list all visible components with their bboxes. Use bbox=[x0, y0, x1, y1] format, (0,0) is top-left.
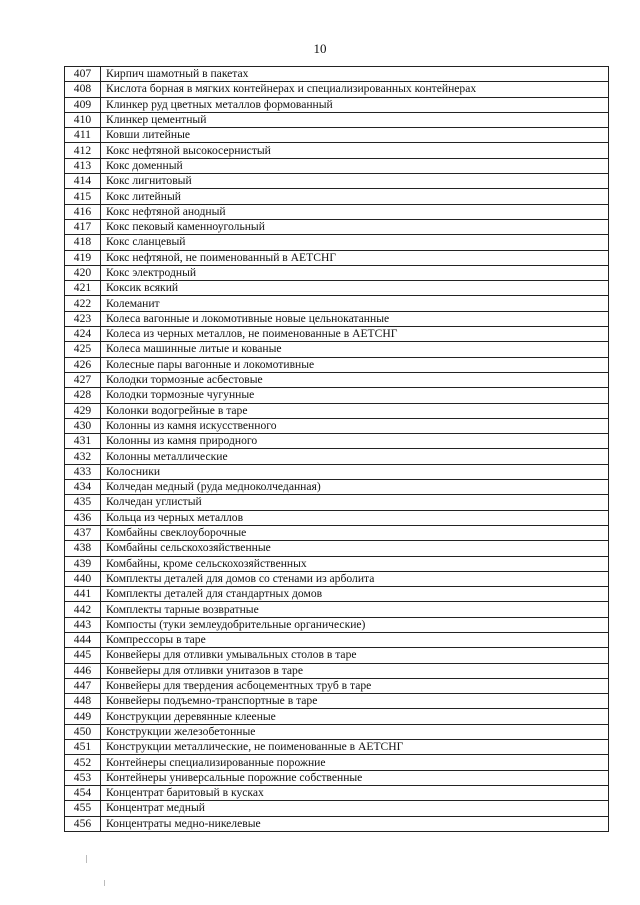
cargo-name: Компрессоры в таре bbox=[101, 632, 609, 647]
table-row bbox=[65, 388, 609, 403]
table-row bbox=[65, 189, 609, 204]
table-row bbox=[65, 541, 609, 556]
row-number: 427 bbox=[65, 372, 101, 387]
cargo-name: Концентрат баритовый в кусках bbox=[101, 785, 609, 800]
row-number: 421 bbox=[65, 281, 101, 296]
table-row bbox=[65, 174, 609, 189]
table-row bbox=[65, 678, 609, 693]
table-row bbox=[65, 724, 609, 739]
row-number: 452 bbox=[65, 755, 101, 770]
cargo-name: Колеса машинные литые и кованые bbox=[101, 342, 609, 357]
table-row bbox=[65, 556, 609, 571]
row-number: 415 bbox=[65, 189, 101, 204]
cargo-name: Конструкции деревянные клееные bbox=[101, 709, 609, 724]
cargo-name: Конвейеры подъемно-транспортные в таре bbox=[101, 694, 609, 709]
row-number: 436 bbox=[65, 510, 101, 525]
cargo-name: Колонны металлические bbox=[101, 449, 609, 464]
cargo-name: Кирпич шамотный в пакетах bbox=[101, 67, 609, 82]
table-row bbox=[65, 311, 609, 326]
row-number: 422 bbox=[65, 296, 101, 311]
row-number: 440 bbox=[65, 571, 101, 586]
row-number: 447 bbox=[65, 678, 101, 693]
row-number: 454 bbox=[65, 785, 101, 800]
table-row bbox=[65, 112, 609, 127]
row-number: 448 bbox=[65, 694, 101, 709]
row-number: 443 bbox=[65, 617, 101, 632]
cargo-name: Колчедан медный (руда медноколчеданная) bbox=[101, 480, 609, 495]
row-number: 456 bbox=[65, 816, 101, 831]
cargo-name: Комплекты деталей для домов со стенами из арболита bbox=[101, 571, 609, 586]
row-number: 408 bbox=[65, 82, 101, 97]
row-number: 433 bbox=[65, 464, 101, 479]
cargo-name: Комбайны свеклоуборочные bbox=[101, 525, 609, 540]
cargo-name: Кокс нефтяной анодный bbox=[101, 204, 609, 219]
row-number: 445 bbox=[65, 648, 101, 663]
cargo-name: Комбайны, кроме сельскохозяйственных bbox=[101, 556, 609, 571]
cargo-name: Колеманит bbox=[101, 296, 609, 311]
row-number: 413 bbox=[65, 158, 101, 173]
cargo-name: Колодки тормозные чугунные bbox=[101, 388, 609, 403]
cargo-name: Концентрат медный bbox=[101, 801, 609, 816]
cargo-name: Колеса из черных металлов, не поименованные в АЕТСНГ bbox=[101, 327, 609, 342]
table-row bbox=[65, 785, 609, 800]
cargo-name: Коксик всякий bbox=[101, 281, 609, 296]
row-number: 435 bbox=[65, 495, 101, 510]
row-number: 412 bbox=[65, 143, 101, 158]
table-row bbox=[65, 587, 609, 602]
row-number: 455 bbox=[65, 801, 101, 816]
row-number: 425 bbox=[65, 342, 101, 357]
row-number: 444 bbox=[65, 632, 101, 647]
table-row bbox=[65, 617, 609, 632]
row-number: 431 bbox=[65, 434, 101, 449]
table-row bbox=[65, 281, 609, 296]
cargo-name: Колчедан углистый bbox=[101, 495, 609, 510]
cargo-name: Конвейеры для твердения асбоцементных труб в таре bbox=[101, 678, 609, 693]
row-number: 411 bbox=[65, 128, 101, 143]
table-row bbox=[65, 357, 609, 372]
table-row bbox=[65, 464, 609, 479]
row-number: 414 bbox=[65, 174, 101, 189]
cargo-name: Конструкции железобетонные bbox=[101, 724, 609, 739]
cargo-table-body bbox=[65, 67, 609, 832]
table-row bbox=[65, 495, 609, 510]
row-number: 409 bbox=[65, 97, 101, 112]
scan-mark bbox=[86, 855, 87, 863]
table-row bbox=[65, 418, 609, 433]
row-number: 438 bbox=[65, 541, 101, 556]
row-number: 434 bbox=[65, 480, 101, 495]
table-row bbox=[65, 816, 609, 831]
table-row bbox=[65, 449, 609, 464]
table-row bbox=[65, 770, 609, 785]
cargo-name: Кокс электродный bbox=[101, 265, 609, 280]
row-number: 429 bbox=[65, 403, 101, 418]
row-number: 432 bbox=[65, 449, 101, 464]
table-row bbox=[65, 372, 609, 387]
row-number: 442 bbox=[65, 602, 101, 617]
table-row bbox=[65, 204, 609, 219]
table-row bbox=[65, 740, 609, 755]
cargo-name: Кокс пековый каменноугольный bbox=[101, 219, 609, 234]
table-row bbox=[65, 128, 609, 143]
table-row bbox=[65, 663, 609, 678]
cargo-name: Контейнеры специализированные порожние bbox=[101, 755, 609, 770]
cargo-name: Кокс доменный bbox=[101, 158, 609, 173]
row-number: 419 bbox=[65, 250, 101, 265]
cargo-name: Колодки тормозные асбестовые bbox=[101, 372, 609, 387]
table-row bbox=[65, 342, 609, 357]
cargo-name: Комплекты деталей для стандартных домов bbox=[101, 587, 609, 602]
table-row bbox=[65, 265, 609, 280]
cargo-name: Кокс нефтяной высокосернистый bbox=[101, 143, 609, 158]
cargo-name: Конструкции металлические, не поименованные в АЕТСНГ bbox=[101, 740, 609, 755]
row-number: 407 bbox=[65, 67, 101, 82]
table-row bbox=[65, 571, 609, 586]
table-row bbox=[65, 296, 609, 311]
row-number: 418 bbox=[65, 235, 101, 250]
cargo-name: Конвейеры для отливки умывальных столов в таре bbox=[101, 648, 609, 663]
cargo-name: Кокс сланцевый bbox=[101, 235, 609, 250]
row-number: 428 bbox=[65, 388, 101, 403]
row-number: 423 bbox=[65, 311, 101, 326]
row-number: 451 bbox=[65, 740, 101, 755]
table-row bbox=[65, 327, 609, 342]
row-number: 446 bbox=[65, 663, 101, 678]
row-number: 441 bbox=[65, 587, 101, 602]
table-row bbox=[65, 648, 609, 663]
cargo-name: Компосты (туки землеудобрительные органические) bbox=[101, 617, 609, 632]
cargo-table bbox=[64, 66, 609, 832]
cargo-name: Комбайны сельскохозяйственные bbox=[101, 541, 609, 556]
row-number: 430 bbox=[65, 418, 101, 433]
row-number: 453 bbox=[65, 770, 101, 785]
cargo-name: Колонки водогрейные в таре bbox=[101, 403, 609, 418]
table-row bbox=[65, 755, 609, 770]
cargo-name: Кольца из черных металлов bbox=[101, 510, 609, 525]
cargo-name: Кислота борная в мягких контейнерах и специализированных контейнерах bbox=[101, 82, 609, 97]
table-row bbox=[65, 694, 609, 709]
table-row bbox=[65, 250, 609, 265]
row-number: 424 bbox=[65, 327, 101, 342]
table-row bbox=[65, 97, 609, 112]
table-row bbox=[65, 235, 609, 250]
table-row bbox=[65, 602, 609, 617]
row-number: 426 bbox=[65, 357, 101, 372]
table-row bbox=[65, 82, 609, 97]
row-number: 439 bbox=[65, 556, 101, 571]
table-row bbox=[65, 510, 609, 525]
table-row bbox=[65, 480, 609, 495]
row-number: 449 bbox=[65, 709, 101, 724]
table-row bbox=[65, 219, 609, 234]
table-row bbox=[65, 434, 609, 449]
cargo-name: Колонны из камня природного bbox=[101, 434, 609, 449]
cargo-name: Контейнеры универсальные порожние собственные bbox=[101, 770, 609, 785]
cargo-name: Конвейеры для отливки унитазов в таре bbox=[101, 663, 609, 678]
row-number: 416 bbox=[65, 204, 101, 219]
table-row bbox=[65, 143, 609, 158]
table-row bbox=[65, 709, 609, 724]
row-number: 410 bbox=[65, 112, 101, 127]
row-number: 420 bbox=[65, 265, 101, 280]
table-row bbox=[65, 632, 609, 647]
cargo-name: Ковши литейные bbox=[101, 128, 609, 143]
table-row bbox=[65, 801, 609, 816]
table-row bbox=[65, 403, 609, 418]
cargo-name: Кокс нефтяной, не поименованный в АЕТСНГ bbox=[101, 250, 609, 265]
cargo-name: Концентраты медно-никелевые bbox=[101, 816, 609, 831]
table-row bbox=[65, 67, 609, 82]
row-number: 437 bbox=[65, 525, 101, 540]
row-number: 450 bbox=[65, 724, 101, 739]
cargo-name: Колосники bbox=[101, 464, 609, 479]
cargo-name: Колонны из камня искусственного bbox=[101, 418, 609, 433]
cargo-name: Колесные пары вагонные и локомотивные bbox=[101, 357, 609, 372]
cargo-name: Клинкер цементный bbox=[101, 112, 609, 127]
page-number: 10 bbox=[313, 41, 327, 56]
cargo-name: Комплекты тарные возвратные bbox=[101, 602, 609, 617]
cargo-name: Клинкер руд цветных металлов формованный bbox=[101, 97, 609, 112]
table-row bbox=[65, 525, 609, 540]
table-row bbox=[65, 158, 609, 173]
cargo-name: Кокс литейный bbox=[101, 189, 609, 204]
row-number: 417 bbox=[65, 219, 101, 234]
cargo-name: Колеса вагонные и локомотивные новые цельнокатанные bbox=[101, 311, 609, 326]
cargo-name: Кокс лигнитовый bbox=[101, 174, 609, 189]
scan-mark bbox=[104, 880, 105, 886]
